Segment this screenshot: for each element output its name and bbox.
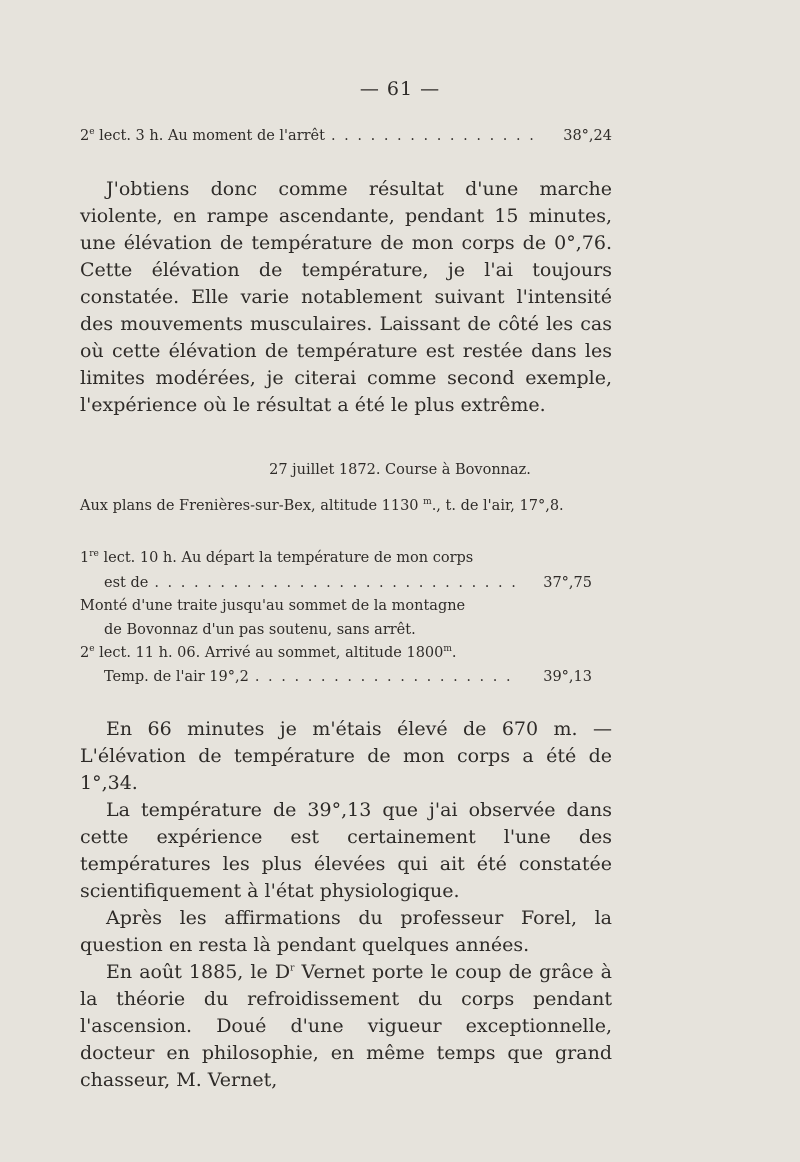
climb-line-2: de Bovonnaz d'un pas soutenu, sans arrêt. (104, 622, 416, 638)
course-title: 27 juillet 1872. Course à Bovonnaz. (269, 462, 531, 478)
body-paragraphs (80, 716, 612, 1094)
page-number: — 61 — (359, 78, 441, 100)
second-reading-line-2: Temp. de l'air 19°,2 . . . 39°,13 (104, 669, 592, 685)
reading-label: 2e lect. 3 h. Au moment de l'arrêt (80, 127, 325, 144)
leader-dots (255, 669, 516, 685)
reading-value: 37°,75 (543, 575, 592, 591)
paragraph-5: En août 1885, le $D^r$ Vernet porte le coup de grâce à la théorie du refroidissement du corps pendant l'ascension. Doué d'une vigueur exceptionnelle, docteur en philosophie, en même temps que grand chasseur, M. Vernet, (80, 961, 612, 1091)
paragraph-1: J'obtiens donc comme résultat d'une marche violente, en rampe ascendante, pendant 15 minutes, une élévation de température de mon corps de 0°,76. Cette élévation de température, je l'ai toujours constatée. Elle varie notablement suivant l'intensité des mouvements musculaires. Laissant de côté les cas où cette élévation de température est restée dans les limites modérées, je citerai comme second exemple, l'expérience où le résultat a été le plus extrême. (80, 178, 612, 416)
reading-value: 39°,13 (543, 669, 592, 685)
paragraph-3: La température de 39°,13 que j'ai observée dans cette expérience est certainement l'une des températures les plus élevées qui ait été constatée scientifiquement à l'état physiologique. (80, 799, 612, 902)
second-reading-line-1: 2e lect. 11 h. 06. Arrivé au sommet, altitude 1800$^m$. (80, 644, 457, 661)
first-reading-line-1: 1re lect. 10 h. Au départ la température de mon corps (80, 549, 474, 566)
paragraph-4: Après les affirmations du professeur Forel, la question en resta là pendant quelques années. (80, 907, 612, 956)
reading-value: 38°,24 (563, 128, 612, 144)
leader-dots (331, 128, 536, 144)
reading-2-arrival (80, 128, 612, 144)
climb-line-1: Monté d'une traite jusqu'au sommet de la montagne (80, 598, 466, 614)
first-reading-line-2: est de . . . 37°,75 (104, 575, 592, 591)
paragraph-2: En 66 minutes je m'étais élevé de 670 m. — L'élévation de température de mon corps a été de 1°,34. (80, 718, 612, 794)
location-line: Aux plans de Frenières-sur-Bex, altitude 1130 $^m$., t. de l'air, 17°,8. (80, 497, 564, 514)
leader-dots (154, 575, 516, 591)
